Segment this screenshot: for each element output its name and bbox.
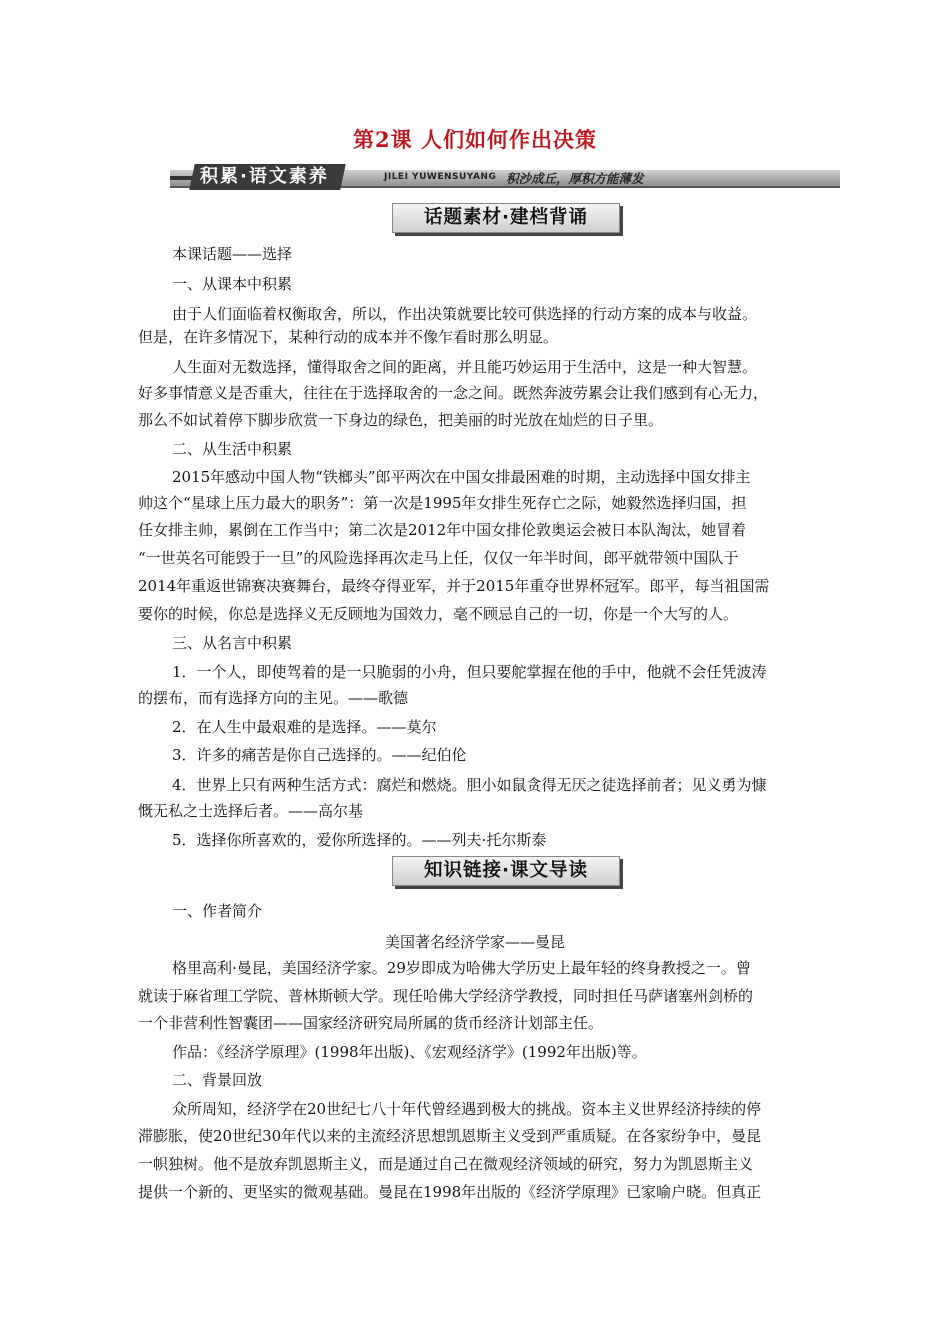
line-text: 慨无私之士选择后者。——高尔基 [138, 802, 364, 820]
line-text: 二、背景回放 [172, 1071, 263, 1089]
line-text: 好多事情意义是否重大，往往在于选择取舍的一念之间。既然奔波劳累会让我们感到有心无力， [138, 384, 769, 402]
line-text: 1．一个人，即使驾着的是一只脆弱的小舟，但只要舵掌握在他的手中，他就不会任凭波涛 [172, 663, 767, 681]
line-text: 5．选择你所喜欢的，爱你所选择的。——列夫·托尔斯泰 [172, 831, 547, 849]
section-heading-knowledge-link: 知识链接·课文导读 [392, 856, 620, 886]
banner-heading [189, 164, 345, 190]
line-text: 但是，在许多情况下，某种行动的成本并不像乍看时那么明显。 [138, 328, 559, 346]
line-text: 众所周知，经济学在20世纪七八十年代曾经遇到极大的挑战。资本主义世界经济持续的停 [172, 1100, 762, 1118]
line-text: 一、从课本中积累 [172, 275, 293, 293]
lesson-title: 第2课 人们如何作出决策 [353, 127, 597, 152]
banner-pinyin: JILEI YUWENSUYANG [384, 172, 497, 182]
banner-line [170, 176, 192, 180]
author-heading: 美国著名经济学家——曼昆 [384, 933, 565, 951]
line-text: 的摆布，而有选择方向的主见。——歌德 [138, 689, 409, 707]
line-text: 人生面对无数选择，懂得取舍之间的距离，并且能巧妙运用于生活中，这是一种大智慧。 [172, 358, 758, 376]
line-text: 2015年感动中国人物“铁榔头”郎平两次在中国女排最困难的时期，主动选择中国女排主 [172, 468, 751, 486]
line-text: 本课话题——选择 [172, 245, 293, 263]
line-text: 由于人们面临着权衡取舍，所以，作出决策就要比较可供选择的行动方案的成本与收益。 [172, 305, 758, 323]
line-text: 一帜独树。他不是放弃凯恩斯主义，而是通过自己在微观经济领域的研究，努力为凯恩斯主义 [138, 1155, 754, 1173]
line-text: 要你的时候，你总是选择义无反顾地为国效力，毫不顾忌自己的一切，你是一个大写的人。 [138, 605, 739, 623]
line-text: 提供一个新的、更坚实的微观基础。曼昆在1998年出版的《经济学原理》已家喻户晓。但真正 [138, 1183, 762, 1201]
line-text: 三、从名言中积累 [172, 634, 293, 652]
line-text: 帅这个“星球上压力最大的职务”：第一次是1995年女排生死存亡之际，她毅然选择归国，担 [138, 494, 747, 512]
line-text: 一、作者简介 [172, 902, 263, 920]
line-text: “一世英名可能毁于一旦”的风险选择再次走马上任，仅仅一年半时间，郎平就带领中国队于 [138, 549, 739, 567]
line-text: 就读于麻省理工学院、普林斯顿大学。现任哈佛大学经济学教授，同时担任马萨诸塞州剑桥的 [138, 987, 754, 1005]
banner-slogan: 积沙成丘，厚积方能薄发 [506, 171, 644, 186]
line-text: 2014年重返世锦赛决赛舞台，最终夺得亚军，并于2015年重夺世界杯冠军。郎平，每当祖国需 [138, 577, 770, 595]
section-heading-topic-material: 话题素材·建档背诵 [392, 203, 620, 233]
line-text: 一个非营利性智囊团——国家经济研究局所属的货币经济计划部主任。 [138, 1014, 604, 1032]
line-text: 那么不如试着停下脚步欣赏一下身边的绿色，把美丽的时光放在灿烂的日子里。 [138, 411, 664, 429]
line-text: 二、从生活中积累 [172, 440, 293, 458]
line-text: 3．许多的痛苦是你自己选择的。——纪伯伦 [172, 746, 467, 764]
column-banner [170, 164, 840, 190]
line-text: 任女排主帅，累倒在工作当中；第二次是2012年中国女排伦敦奥运会被日本队淘汰，她冒着 [138, 521, 747, 539]
banner-heading-text: 积累·语文素养 [200, 166, 329, 187]
line-text: 格里高利·曼昆，美国经济学家。29岁即成为哈佛大学历史上最年轻的终身教授之一。曾 [172, 959, 751, 977]
line-text: 2．在人生中最艰难的是选择。——莫尔 [172, 718, 437, 736]
line-text: 滞膨胀，使20世纪30年代以来的主流经济思想凯恩斯主义受到严重质疑。在各家纷争中，曼昆 [138, 1127, 762, 1145]
line-text: 作品：《经济学原理》(1998年出版)、《宏观经济学》(1992年出版)等。 [172, 1043, 647, 1061]
line-text: 4．世界上只有两种生活方式：腐烂和燃烧。胆小如鼠贪得无厌之徒选择前者；见义勇为慷 [172, 776, 767, 794]
